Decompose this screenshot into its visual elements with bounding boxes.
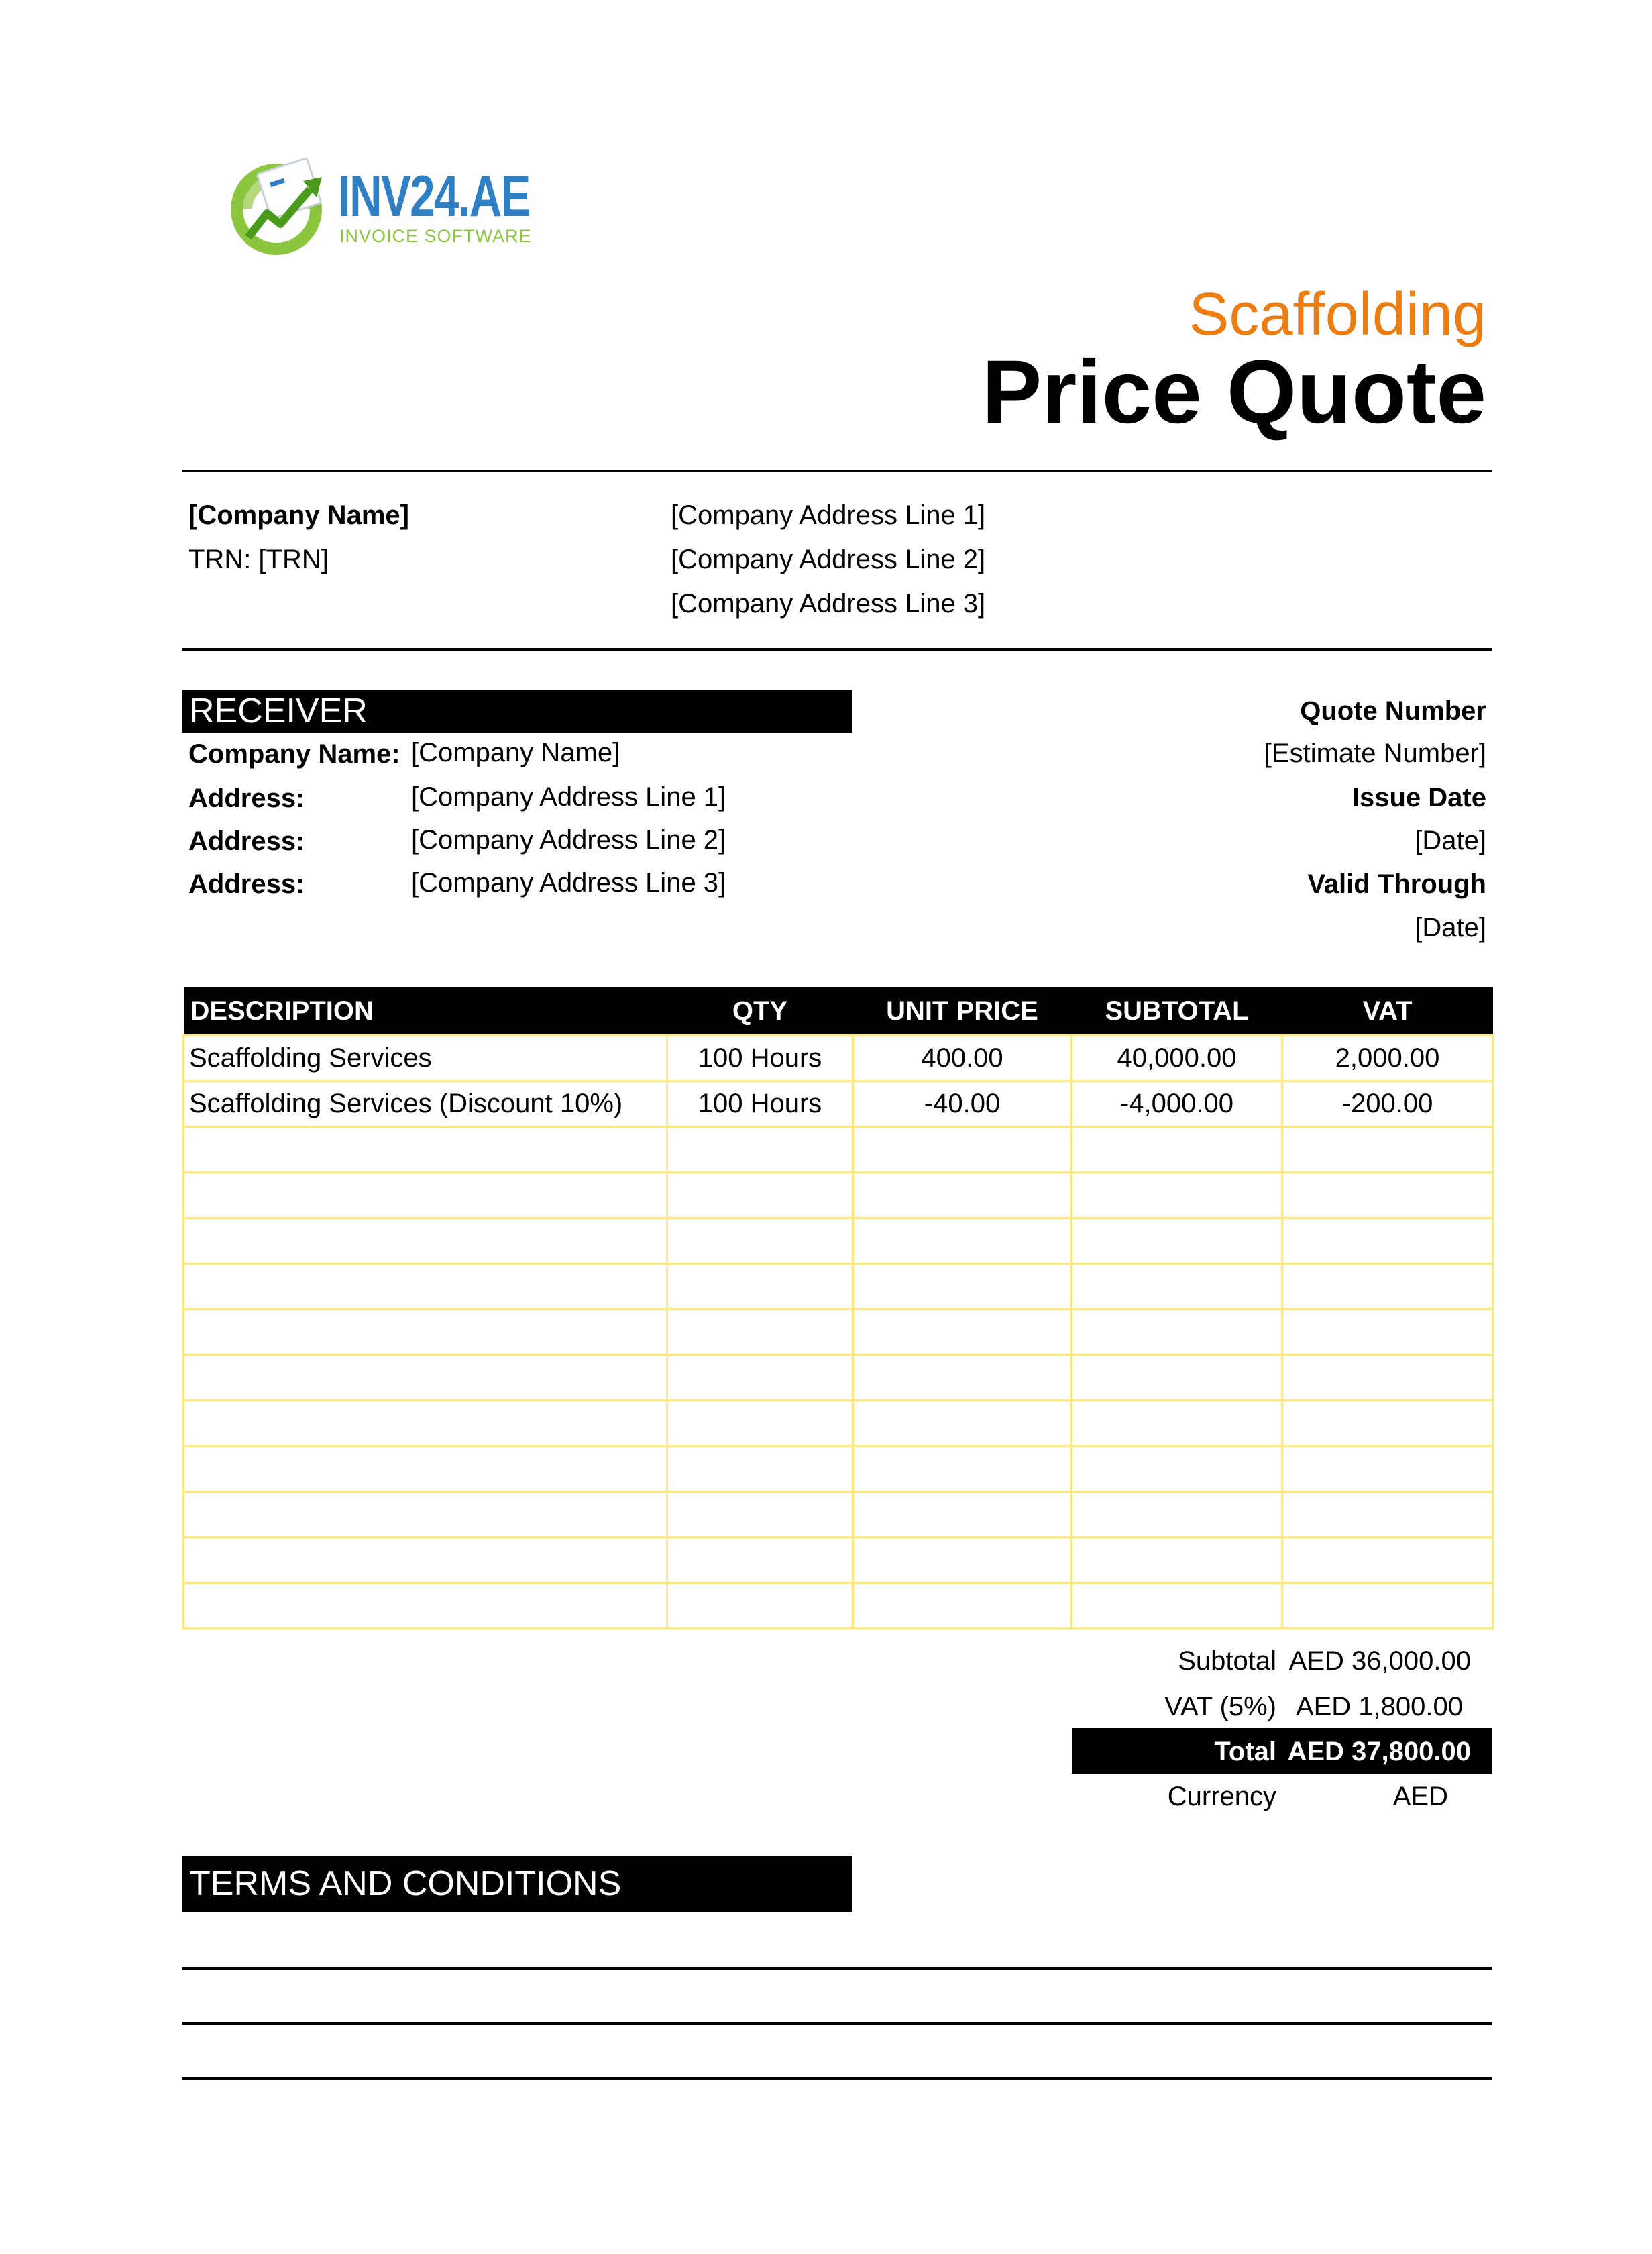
cell-qty — [667, 1538, 853, 1583]
subtotal-value: AED 36,000.00 — [1288, 1646, 1471, 1676]
table-row — [184, 1264, 1493, 1309]
document-title: Price Quote — [981, 342, 1486, 442]
table-row — [184, 1173, 1493, 1218]
cell-description — [184, 1218, 667, 1264]
cell-description — [184, 1127, 667, 1173]
cell-vat — [1282, 1538, 1493, 1583]
cell-subtotal — [1072, 1492, 1282, 1538]
cell-qty — [667, 1127, 853, 1173]
terms-line — [182, 2077, 1492, 2080]
cell-description — [184, 1583, 667, 1629]
cell-subtotal — [1072, 1127, 1282, 1173]
cell-subtotal — [1072, 1264, 1282, 1309]
cell-vat: 2,000.00 — [1282, 1036, 1493, 1081]
logo-tagline: INVOICE SOFTWARE — [339, 226, 532, 246]
cell-qty — [667, 1492, 853, 1538]
total-label: Total — [1214, 1737, 1276, 1766]
cell-unit-price — [853, 1492, 1072, 1538]
vat-label: VAT (5%) — [1164, 1692, 1276, 1721]
logo-name: INV24.AE — [338, 164, 530, 229]
table-row — [184, 1492, 1493, 1538]
cell-unit-price — [853, 1173, 1072, 1218]
column-header-subtotal: SUBTOTAL — [1072, 987, 1282, 1036]
valid-through-label: Valid Through — [1307, 869, 1486, 899]
table-row — [184, 1583, 1493, 1629]
column-header-vat: VAT — [1282, 987, 1493, 1036]
cell-vat — [1282, 1173, 1493, 1218]
issue-date-value: [Date] — [1415, 826, 1486, 855]
logo-chart-icon — [228, 157, 329, 258]
total-value: AED 37,800.00 — [1287, 1737, 1471, 1766]
cell-vat — [1282, 1583, 1493, 1629]
cell-qty — [667, 1218, 853, 1264]
terms-heading-bar — [182, 1856, 852, 1912]
vat-value: AED 1,800.00 — [1295, 1692, 1463, 1721]
receiver-address-line-1: [Company Address Line 1] — [411, 782, 726, 812]
receiver-company-value: [Company Name] — [411, 738, 620, 767]
cell-unit-price — [853, 1538, 1072, 1583]
column-header-unit-price: UNIT PRICE — [853, 987, 1072, 1036]
cell-subtotal — [1072, 1218, 1282, 1264]
cell-qty: 100 Hours — [667, 1036, 853, 1081]
cell-vat — [1282, 1309, 1493, 1355]
issue-date-label: Issue Date — [1352, 783, 1486, 812]
sender-address-line-1: [Company Address Line 1] — [671, 500, 986, 530]
table-row — [184, 1036, 1493, 1081]
cell-unit-price — [853, 1309, 1072, 1355]
cell-vat — [1282, 1127, 1493, 1173]
cell-qty — [667, 1401, 853, 1446]
cell-unit-price — [853, 1446, 1072, 1492]
receiver-heading: RECEIVER — [189, 692, 368, 731]
receiver-heading-bar — [182, 690, 852, 733]
cell-description — [184, 1538, 667, 1583]
cell-description — [184, 1446, 667, 1492]
valid-through-value: [Date] — [1415, 913, 1486, 943]
cell-subtotal — [1072, 1446, 1282, 1492]
cell-vat — [1282, 1401, 1493, 1446]
table-row — [184, 1218, 1493, 1264]
table-row — [184, 1538, 1493, 1583]
cell-subtotal: 40,000.00 — [1072, 1036, 1282, 1081]
cell-qty — [667, 1446, 853, 1492]
receiver-address-label-2: Address: — [188, 826, 305, 856]
cell-unit-price — [853, 1583, 1072, 1629]
table-row — [184, 1355, 1493, 1401]
sender-address-line-3: [Company Address Line 3] — [671, 589, 986, 619]
cell-subtotal — [1072, 1309, 1282, 1355]
receiver-address-label-3: Address: — [188, 869, 305, 899]
cell-description — [184, 1173, 667, 1218]
receiver-address-line-3: [Company Address Line 3] — [411, 868, 726, 898]
terms-heading: TERMS AND CONDITIONS — [189, 1864, 622, 1903]
cell-qty — [667, 1264, 853, 1309]
cell-description — [184, 1309, 667, 1355]
cell-unit-price — [853, 1401, 1072, 1446]
quote-number-label: Quote Number — [1300, 696, 1486, 726]
cell-vat — [1282, 1355, 1493, 1401]
divider — [182, 648, 1492, 651]
receiver-address-line-2: [Company Address Line 2] — [411, 825, 726, 855]
cell-subtotal — [1072, 1583, 1282, 1629]
receiver-company-label: Company Name: — [188, 739, 400, 769]
cell-qty: 100 Hours — [667, 1081, 853, 1127]
cell-subtotal — [1072, 1401, 1282, 1446]
cell-qty — [667, 1583, 853, 1629]
cell-vat: -200.00 — [1282, 1081, 1493, 1127]
subtotal-label: Subtotal — [1178, 1646, 1276, 1676]
currency-value: AED — [1392, 1782, 1448, 1811]
table-row — [184, 1446, 1493, 1492]
cell-vat — [1282, 1492, 1493, 1538]
cell-qty — [667, 1309, 853, 1355]
table-header-row — [184, 987, 1493, 1036]
sender-address-line-2: [Company Address Line 2] — [671, 545, 986, 574]
cell-qty — [667, 1355, 853, 1401]
sender-trn: TRN: [TRN] — [188, 545, 329, 574]
table-row — [184, 1081, 1493, 1127]
cell-vat — [1282, 1446, 1493, 1492]
divider — [182, 470, 1492, 472]
line-items-table — [182, 987, 1494, 1629]
cell-subtotal — [1072, 1355, 1282, 1401]
cell-vat — [1282, 1264, 1493, 1309]
cell-unit-price — [853, 1218, 1072, 1264]
cell-qty — [667, 1173, 853, 1218]
table-row — [184, 1127, 1493, 1173]
cell-unit-price — [853, 1355, 1072, 1401]
company-logo — [228, 157, 543, 258]
table-row — [184, 1401, 1493, 1446]
terms-line — [182, 1967, 1492, 1970]
cell-description: Scaffolding Services — [184, 1036, 667, 1081]
sender-company-name: [Company Name] — [188, 500, 409, 530]
column-header-qty: QTY — [667, 987, 853, 1036]
table-row — [184, 1309, 1493, 1355]
cell-description: Scaffolding Services (Discount 10%) — [184, 1081, 667, 1127]
cell-subtotal — [1072, 1538, 1282, 1583]
cell-subtotal — [1072, 1173, 1282, 1218]
document-subtitle: Scaffolding — [1189, 281, 1486, 348]
cell-unit-price: -40.00 — [853, 1081, 1072, 1127]
currency-label: Currency — [1167, 1782, 1276, 1811]
terms-line — [182, 2022, 1492, 2025]
cell-description — [184, 1492, 667, 1538]
cell-subtotal: -4,000.00 — [1072, 1081, 1282, 1127]
cell-unit-price — [853, 1127, 1072, 1173]
cell-unit-price — [853, 1264, 1072, 1309]
cell-description — [184, 1264, 667, 1309]
receiver-address-label-1: Address: — [188, 784, 305, 813]
cell-vat — [1282, 1218, 1493, 1264]
cell-description — [184, 1355, 667, 1401]
cell-description — [184, 1401, 667, 1446]
cell-unit-price: 400.00 — [853, 1036, 1072, 1081]
column-header-description: DESCRIPTION — [184, 987, 667, 1036]
quote-number-value: [Estimate Number] — [1264, 739, 1486, 768]
